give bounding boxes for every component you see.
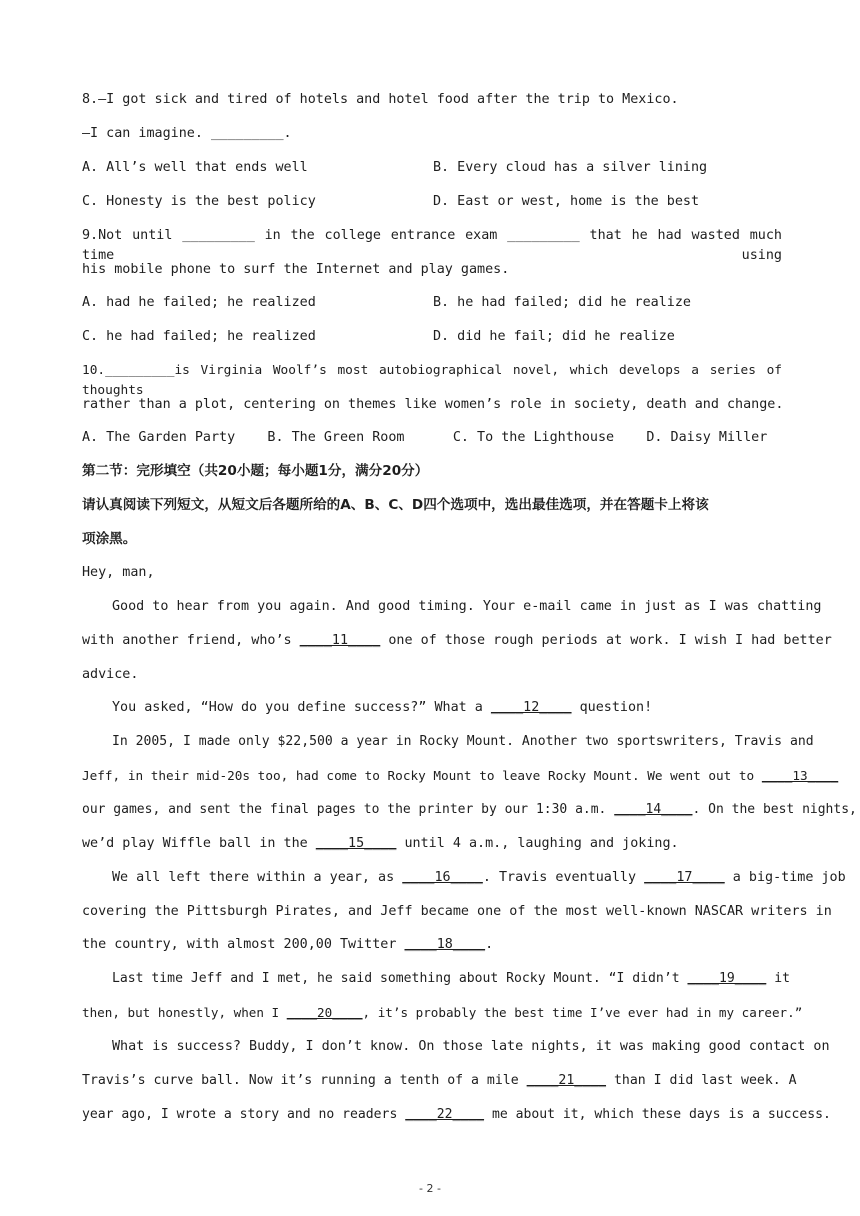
passage-p1-line1: Good to hear from you again. And good timing. Your e-mail came in just as I was chatting <box>112 599 822 614</box>
passage-p1-line3: advice. <box>82 667 139 682</box>
blank-13: ____13____ <box>761 768 839 783</box>
q8-reply: —I can imagine. _________. <box>82 126 292 141</box>
q10-stem-line1: 10._________is Virginia Woolf’s most autobiographical novel, which develops a series of thoughts <box>82 363 782 398</box>
passage-p6-line1: What is success? Buddy, I don’t know. On those late nights, it was making good contact on <box>112 1039 830 1054</box>
blank-12: ____12____ <box>490 700 572 715</box>
passage-p2: You asked, “How do you define success?” What a ____12____ question! <box>112 700 653 715</box>
passage-p5-line2: then, but honestly, when I ____20____, it’s probably the best time I’ve ever had in my career.” <box>82 1005 803 1020</box>
q9-option-c: C. he had failed; he realized <box>82 329 316 344</box>
q9-stem-line2: his mobile phone to surf the Internet and play games. <box>82 262 510 277</box>
blank-15: ____15____ <box>315 836 397 851</box>
section2-instruction-line2: 项涂黑。 <box>82 531 137 547</box>
q8-option-b: B. Every cloud has a silver lining <box>433 160 708 175</box>
passage-p3-line1: In 2005, I made only $22,500 a year in Rocky Mount. Another two sportswriters, Travis and <box>112 734 814 749</box>
passage-p1-line2: with another friend, who’s ____11____ one of those rough periods at work. I wish I had better <box>82 633 832 648</box>
passage-p4-line2: covering the Pittsburgh Pirates, and Jeff became one of the most well-known NASCAR writers in <box>82 904 832 919</box>
q8-option-a: A. All’s well that ends well <box>82 160 308 175</box>
q10-options: A. The Garden Party B. The Green Room C. To the Lighthouse D. Daisy Miller <box>82 430 768 445</box>
q9-option-d: D. did he fail; did he realize <box>433 329 675 344</box>
passage-p4-line1: We all left there within a year, as ____16____. Travis eventually ____17____ a big-time job <box>112 870 846 885</box>
passage-p4-line3: the country, with almost 200,00 Twitter ____18____. <box>82 937 494 952</box>
passage-p6-line2: Travis’s curve ball. Now it’s running a tenth of a mile ____21____ than I did last week. A <box>82 1073 797 1088</box>
section2-title: 第二节：完形填空（共20小题；每小题1分，满分20分） <box>82 463 429 479</box>
passage-greeting: Hey, man, <box>82 565 155 580</box>
blank-11: ____11____ <box>299 633 381 648</box>
q9-option-b: B. he had failed; did he realize <box>433 295 691 310</box>
section2-instruction-line1: 请认真阅读下列短文，从短文后各题所给的A、B、C、D四个选项中，选出最佳选项，并在答题卡上将该 <box>82 497 709 513</box>
blank-20: ____20____ <box>286 1005 363 1020</box>
passage-p3-line3: our games, and sent the final pages to the printer by our 1:30 a.m. ____14____. On the best nights, <box>82 802 857 817</box>
q8-option-c: C. Honesty is the best policy <box>82 194 316 209</box>
blank-22: ____22____ <box>405 1107 485 1122</box>
blank-18: ____18____ <box>404 937 486 952</box>
blank-17: ____17____ <box>644 870 725 885</box>
passage-p5-line1: Last time Jeff and I met, he said something about Rocky Mount. “I didn’t ____19____ it <box>112 971 790 986</box>
q9-option-a: A. had he failed; he realized <box>82 295 316 310</box>
passage-p6-line3: year ago, I wrote a story and no readers ____22____ me about it, which these days is a success. <box>82 1107 831 1122</box>
q8-option-d: D. East or west, home is the best <box>433 194 700 209</box>
passage-p3-line4: we’d play Wiffle ball in the ____15____ until 4 a.m., laughing and joking. <box>82 836 679 851</box>
page-number: - 2 - <box>419 1182 441 1195</box>
blank-19: ____19____ <box>687 971 767 986</box>
passage-p3-line2: Jeff, in their mid-20s too, had come to Rocky Mount to leave Rocky Mount. We went out to ____13____ <box>82 768 839 783</box>
blank-21: ____21____ <box>526 1073 607 1088</box>
blank-14: ____14____ <box>614 802 693 817</box>
q10-stem-line2: rather than a plot, centering on themes like women’s role in society, death and change. <box>82 397 784 412</box>
blank-16: ____16____ <box>402 870 483 885</box>
q8-stem: 8.—I got sick and tired of hotels and hotel food after the trip to Mexico. <box>82 92 679 107</box>
q9-stem-line1: 9.Not until _________ in the college entrance exam _________ that he had wasted much time using <box>82 228 782 263</box>
